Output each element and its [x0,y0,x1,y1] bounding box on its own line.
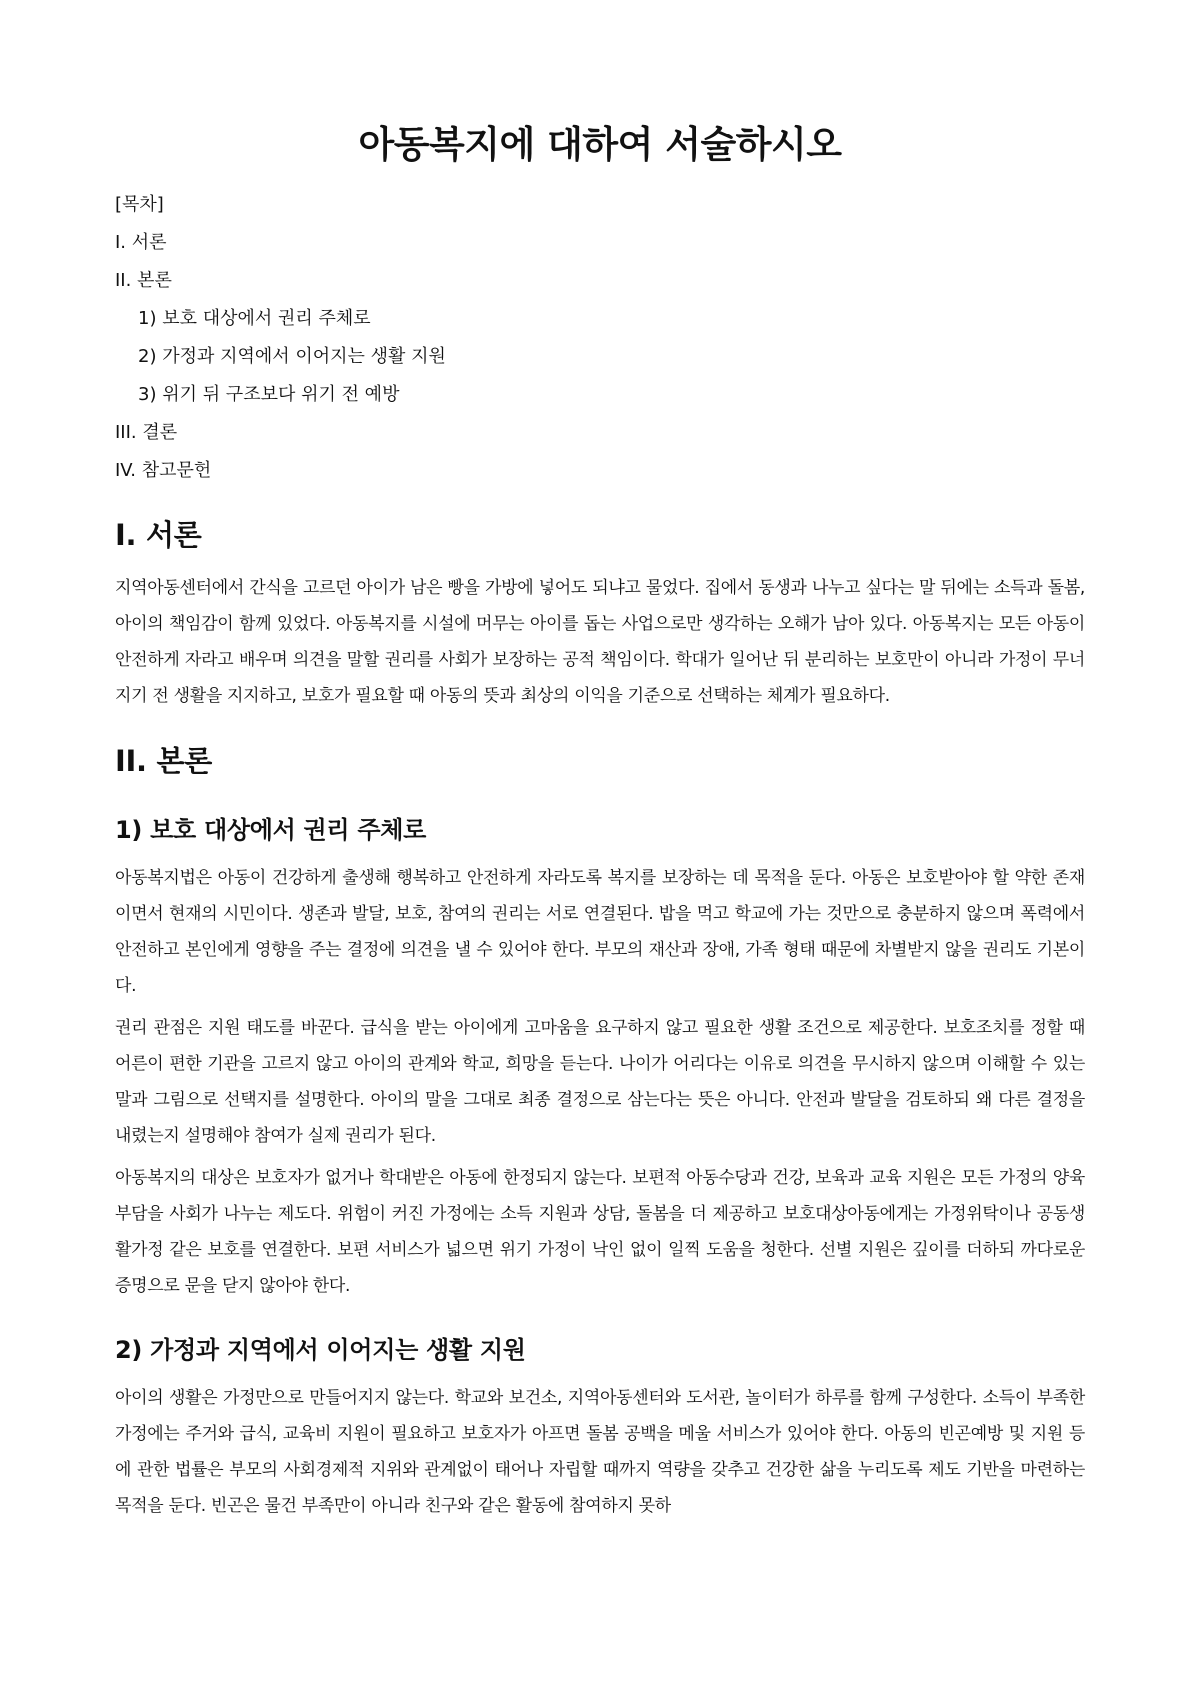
body-paragraph: 아이의 생활은 가정만으로 만들어지지 않는다. 학교와 보건소, 지역아동센터와 도서관, 놀이터가 하루를 함께 구성한다. 소득이 부족한 가정에는 주거와 급식, 교육비 지원이 필요하고 보호자가 아프면 돌봄 공백을 메울 서비스가 있어야 한다. 아동의 빈곤예방 및 지원 등에 관한 법률은 부모의 사회경제적 지위와 관계없이 태어나 자립할 때까지 역량을 갖추고 건강한 삶을 누리도록 제도 기반을 마련하는 목적을 둔다. 빈곤은 물건 부족만이 아니라 친구와 같은 활동에 참여하지 못하 [115,1388,1085,1516]
toc-item-conclusion: III. 결론 [115,422,178,443]
toc-item-body-2: 2) 가정과 지역에서 이어지는 생활 지원 [138,346,446,367]
section-heading-intro: I. 서론 [115,518,202,552]
body-paragraph: 아동복지의 대상은 보호자가 없거나 학대받은 아동에 한정되지 않는다. 보편적 아동수당과 건강, 보육과 교육 지원은 모든 가정의 양육 부담을 사회가 나누는 제도다. 위험이 커진 가정에는 소득 지원과 상담, 돌봄을 더 제공하고 보호대상아동에게는 가정위탁이나 공동생활가정 같은 보호를 연결한다. 보편 서비스가 넓으면 위기 가정이 낙인 없이 일찍 도움을 청한다. 선별 지원은 깊이를 더하되 까다로운 증명으로 문을 닫지 않아야 한다. [115,1168,1085,1296]
toc-item-body-1: 1) 보호 대상에서 권리 주체로 [138,308,371,329]
toc-item-body: II. 본론 [115,270,172,291]
table-of-contents [115,186,1085,490]
section-heading-body: II. 본론 [115,744,212,778]
page-title: 아동복지에 대하여 서술하시오 [358,123,842,166]
intro-paragraph: 지역아동센터에서 간식을 고르던 아이가 남은 빵을 가방에 넣어도 되냐고 물었다. 집에서 동생과 나누고 싶다는 말 뒤에는 소득과 돌봄, 아이의 책임감이 함께 있었다. 아동복지를 시설에 머무는 아이를 돕는 사업으로만 생각하는 오해가 남아 있다. 아동복지는 모든 아동이 안전하게 자라고 배우며 의견을 말할 권리를 사회가 보장하는 공적 책임이다. 학대가 일어난 뒤 분리하는 보호만이 아니라 가정이 무너지기 전 생활을 지지하고, 보호가 필요할 때 아동의 뜻과 최상의 이익을 기준으로 선택하는 체계가 필요하다. [115,578,1085,706]
toc-item-body-3: 3) 위기 뒤 구조보다 위기 전 예방 [138,384,400,405]
body-paragraph: 아동복지법은 아동이 건강하게 출생해 행복하고 안전하게 자라도록 복지를 보장하는 데 목적을 둔다. 아동은 보호받아야 할 약한 존재이면서 현재의 시민이다. 생존과 발달, 보호, 참여의 권리는 서로 연결된다. 밥을 먹고 학교에 가는 것만으로 충분하지 않으며 폭력에서 안전하고 본인에게 영향을 주는 결정에 의견을 낼 수 있어야 한다. 부모의 재산과 장애, 가족 형태 때문에 차별받지 않을 권리도 기본이다. [115,868,1085,996]
subsection-heading-life-support: 2) 가정과 지역에서 이어지는 생활 지원 [115,1336,526,1364]
toc-label: [목차] [115,194,164,215]
subsection-heading-rights: 1) 보호 대상에서 권리 주체로 [115,816,427,844]
toc-item-intro: I. 서론 [115,232,167,253]
body-paragraph: 권리 관점은 지원 태도를 바꾼다. 급식을 받는 아이에게 고마움을 요구하지 않고 필요한 생활 조건으로 제공한다. 보호조치를 정할 때 어른이 편한 기관을 고르지 않고 아이의 관계와 학교, 희망을 듣는다. 나이가 어리다는 이유로 의견을 무시하지 않으며 이해할 수 있는 말과 그림으로 선택지를 설명한다. 아이의 말을 그대로 최종 결정으로 삼는다는 뜻은 아니다. 안전과 발달을 검토하되 왜 다른 결정을 내렸는지 설명해야 참여가 실제 권리가 된다. [115,1018,1086,1146]
toc-item-references: IV. 참고문헌 [115,460,212,481]
